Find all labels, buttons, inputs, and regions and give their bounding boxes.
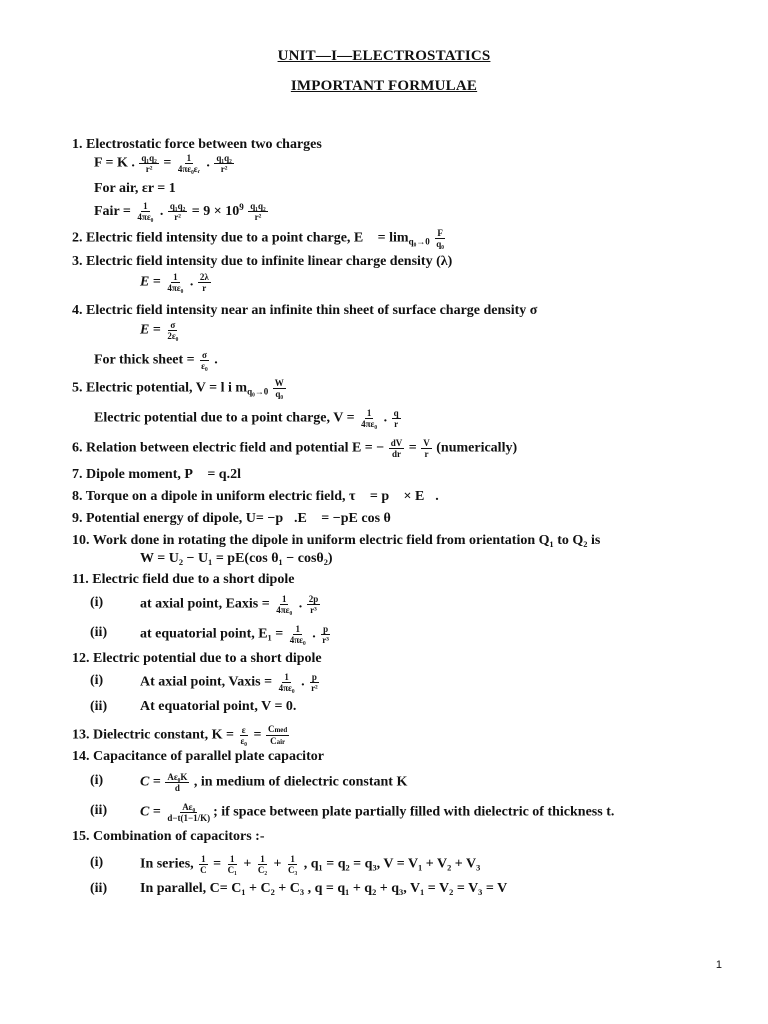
formula-3-heading: 3. Electric field intensity due to infinite linear charge density (λ) [72,254,453,269]
formula-7: 7. Dipole moment, P⃗ = q.2l⃗ [72,467,252,482]
formula-4-thick: For thick sheet = $\frac{\sigma}{\text{ε₀}}$ . [94,350,218,371]
formula-14-ii-number: (ii) [90,803,108,818]
formula-10-heading: 10. Work done in rotating the dipole in uniform electric field from orientation Q₁ to Q₂ is [72,533,601,548]
formula-6: 6. Relation between electric field and potential E = − $\frac{dV}{dr}$ = $\frac{V}{r}$ (numerically) [72,438,518,459]
unit-title: UNIT—I—ELECTROSTATICS [277,48,491,64]
formula-8: 8. Torque on a dipole in uniform electric field, τ⃗ = p⃗ × E⃗. [72,489,439,504]
formula-12-ii-number: (ii) [90,699,108,714]
formula-1-heading: 1. Electrostatic force between two charges [72,137,322,152]
formula-11-axial: at axial point, Eaxis = $\frac{1}{\text{4πε₀}}$ . $\frac{2p}{\text{r³}}$ [140,594,319,615]
formula-12-axial: At axial point, Vaxis = $\frac{1}{\text{4πε₀}}$ . $\frac{p}{\text{r²}}$ [140,672,318,693]
formula-14-partial: C = $\frac{\text{Aε₀}}{d-t(1-1/K)}$ ; if space between plate partially filled with dielectric of thickness t. [140,802,615,823]
formula-9: 9. Potential energy of dipole, U= −p⃗.E⃗ = −pE cos θ [72,511,391,526]
formula-1-force: F = K . $\frac{\text{q₁q₂}}{\text{r²}}$ = $\frac{1}{\text{4πε₀εᵣ}}$ . $\frac{\text{q₁q₂}}{\text{r²}}$ [94,153,232,174]
formula-15-heading: 15. Combination of capacitors :- [72,829,265,844]
formula-15-ii-number: (ii) [90,881,108,896]
formula-12-heading: 12. Electric potential due to a short dipole [72,651,322,666]
formula-5-point: Electric potential due to a point charge, V = $\frac{1}{\text{4πε₀}}$ . $\frac{q}{r}$ [94,408,399,429]
formula-4-heading: 4. Electric field intensity near an infinite thin sheet of surface charge density σ [72,303,538,318]
formula-12-i-number: (i) [90,673,104,688]
formula-11-heading: 11. Electric field due to a short dipole [72,572,295,587]
formula-3-field: E = $\frac{1}{\text{4πε₀}}$ . $\frac{2\lambda}{r}$ [140,272,209,293]
formula-11-equatorial: at equatorial point, E₁ = $\frac{1}{\text{4πε₀}}$ . $\frac{p}{\text{r³}}$ [140,624,329,645]
formula-14-heading: 14. Capacitance of parallel plate capacitor [72,749,324,764]
formula-2: 2. Electric field intensity due to a point charge, E⃗ = $\lim_{q_0\to 0}$ $\frac{F}{\text{q₀}}$ [72,228,444,249]
formula-10-work: W = U₂ − U₁ = pE(cos θ₁ − cosθ₂) [140,551,333,566]
formula-14-i-number: (i) [90,773,104,788]
formula-12-equatorial: At equatorial point, V = 0. [140,699,297,714]
formula-15-parallel: In parallel, C= C₁ + C₂ + C₃ , q = q₁ + q₂ + q₃, V₁ = V₂ = V₃ = V [140,881,508,896]
formula-1-air: For air, εr = 1 [94,181,176,196]
formula-11-i-number: (i) [90,595,104,610]
page-number: 1 [715,959,722,971]
formula-15-series: In series, $\frac{1}{C}$ = $\frac{1}{\text{C₁}}$ + $\frac{1}{\text{C₂}}$ + $\frac{1}{\text{C₃}}$ , q₁ = q₂ = q₃, V = V₁ + V₂ + V₃ [140,854,481,875]
formula-11-ii-number: (ii) [90,625,108,640]
formula-14-dielectric: C = $\frac{\text{Aε₀K}}{d}$ , in medium of dielectric constant K [140,772,408,793]
formula-13: 13. Dielectric constant, K = $\frac{\varepsilon}{\text{ε₀}}$ = $\frac{\text{Cmed}}{\text{Cair}}$ [72,724,288,746]
formula-15-i-number: (i) [90,855,104,870]
formula-5: 5. Electric potential, V = l i $m_{q_0\to 0}$ $\frac{W}{\text{q₀}}$ [72,378,284,399]
formula-1-fair: Fair = $\frac{1}{\text{4πε₀}}$ . $\frac{\text{q₁q₂}}{\text{r²}}$ = $9 \times 10^9$ $\frac{\text{q₁q₂}}{\text{r²}}$ [94,201,266,223]
formula-4-field: E = $\frac{\sigma}{\text{2ε₀}}$ [140,320,179,341]
page-subtitle: IMPORTANT FORMULAE [290,78,478,94]
